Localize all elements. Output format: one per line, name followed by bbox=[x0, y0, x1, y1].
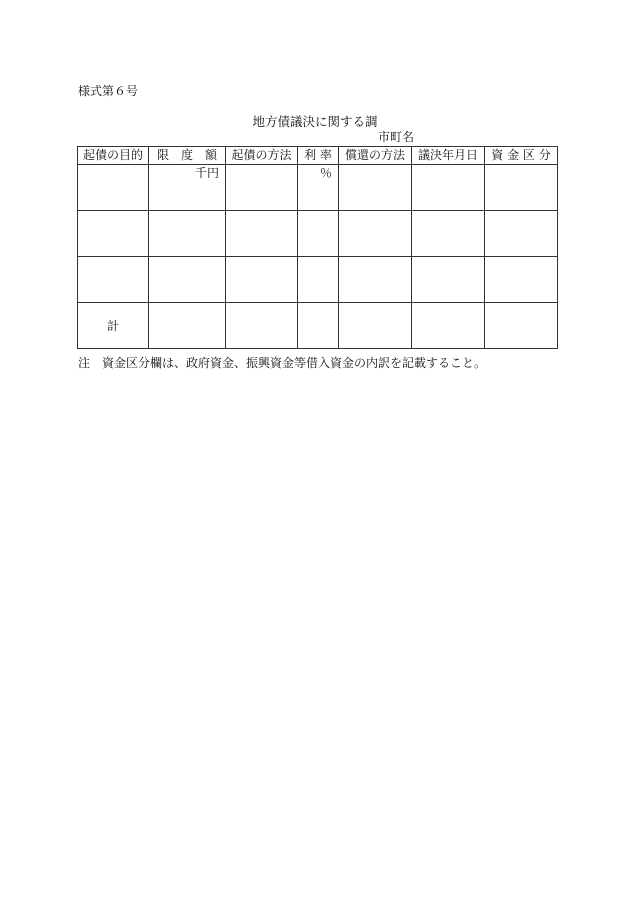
header-fund-category: 資 金 区 分 bbox=[485, 147, 558, 165]
unit-thousand-yen: 千円 bbox=[194, 166, 219, 180]
table-cell bbox=[339, 211, 412, 257]
form-number: 様式第６号 bbox=[78, 84, 139, 98]
table-cell bbox=[339, 303, 412, 349]
municipal-bond-table bbox=[77, 146, 558, 349]
table-cell bbox=[149, 211, 226, 257]
table-cell bbox=[298, 165, 339, 211]
table-cell bbox=[78, 257, 149, 303]
table-cell bbox=[226, 303, 298, 349]
footnote: 注 資金区分欄は、政府資金、振興資金等借入資金の内訳を記載すること。 bbox=[78, 356, 487, 370]
table-cell bbox=[149, 165, 226, 211]
table-cell bbox=[226, 257, 298, 303]
table-cell bbox=[78, 165, 149, 211]
table-row bbox=[78, 257, 558, 303]
table-cell bbox=[485, 303, 558, 349]
table-row bbox=[78, 165, 558, 211]
table-cell bbox=[412, 211, 485, 257]
header-resolution-date: 議決年月日 bbox=[412, 147, 485, 165]
header-issue-method: 起債の方法 bbox=[226, 147, 298, 165]
header-purpose: 起債の目的 bbox=[78, 147, 149, 165]
header-repayment-method: 償還の方法 bbox=[339, 147, 412, 165]
table-cell bbox=[226, 165, 298, 211]
table-cell bbox=[298, 257, 339, 303]
table-cell bbox=[339, 165, 412, 211]
table-cell bbox=[485, 211, 558, 257]
table-cell bbox=[149, 257, 226, 303]
table-cell bbox=[485, 165, 558, 211]
total-row bbox=[78, 303, 558, 349]
table-header-row bbox=[78, 147, 558, 165]
header-interest-rate: 利 率 bbox=[298, 147, 339, 165]
table-cell bbox=[298, 303, 339, 349]
table-cell bbox=[412, 303, 485, 349]
unit-percent: ％ bbox=[319, 166, 332, 180]
table-cell bbox=[412, 257, 485, 303]
table-cell bbox=[298, 211, 339, 257]
table-cell bbox=[226, 211, 298, 257]
table-cell bbox=[412, 165, 485, 211]
city-label: 市町名 bbox=[378, 130, 415, 144]
table-cell bbox=[149, 303, 226, 349]
total-label: 計 bbox=[78, 303, 149, 349]
table-row bbox=[78, 211, 558, 257]
table-cell bbox=[485, 257, 558, 303]
table-cell bbox=[78, 211, 149, 257]
header-limit-amount: 限 度 額 bbox=[149, 147, 226, 165]
document-title: 地方債議決に関する調 bbox=[252, 114, 378, 129]
table-cell bbox=[339, 257, 412, 303]
